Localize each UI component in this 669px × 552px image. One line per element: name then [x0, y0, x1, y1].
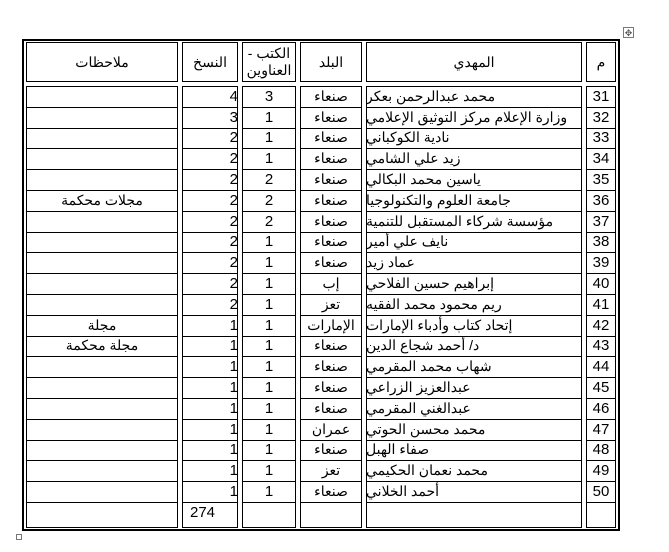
cell-country: الإمارات — [307, 316, 355, 333]
cell-country: صنعاء — [314, 254, 348, 271]
cell-notes: مجلات محكمة — [61, 191, 143, 208]
cell-country: تعز — [321, 462, 341, 479]
cell-copies: 1 — [229, 399, 238, 417]
cell-donor: زيد علي الشامي — [366, 150, 461, 167]
row-divider — [366, 502, 582, 503]
cell-copies: 1 — [229, 337, 238, 355]
cell-donor: إبراهيم حسين الفلاحي — [366, 275, 495, 292]
cell-titles: 1 — [264, 233, 274, 251]
cell-notes — [26, 273, 178, 294]
cell-notes — [26, 294, 178, 315]
cell-country: صنعاء — [314, 108, 348, 125]
cell-no: 35 — [592, 171, 610, 189]
cell-no: 45 — [592, 379, 610, 397]
cell-copies: 2 — [229, 275, 238, 293]
cell-copies: 2 — [229, 129, 238, 147]
cell-notes — [26, 86, 178, 107]
cell-no: 37 — [592, 212, 610, 230]
cell-no: 36 — [592, 191, 610, 209]
cell-no: 43 — [592, 337, 610, 355]
cell-copies: 2 — [229, 295, 238, 313]
cell-copies: 2 — [229, 233, 238, 251]
cell-country: صنعاء — [314, 379, 348, 396]
cell-titles: 1 — [264, 295, 274, 313]
cell-titles: 1 — [264, 254, 274, 272]
table-resize-handle[interactable] — [16, 534, 22, 540]
cell-donor: نايف علي أمير — [366, 233, 449, 250]
cell-donor: شهاب محمد المقرمي — [366, 358, 492, 375]
cell-copies: 1 — [229, 358, 238, 376]
cell-notes — [26, 481, 178, 502]
header-no: م — [596, 53, 606, 70]
cell-notes — [26, 128, 178, 149]
header-notes: ملاحظات — [75, 53, 129, 70]
cell-country: صنعاء — [314, 483, 348, 500]
cell-no: 49 — [592, 462, 610, 480]
header-titles: الكتب - العناوين — [246, 45, 292, 78]
cell-titles: 1 — [264, 275, 274, 293]
cell-copies: 1 — [229, 420, 238, 438]
cell-donor: محمد نعمان الحكيمي — [366, 462, 488, 479]
cell-country: صنعاء — [314, 87, 348, 104]
cell-country: صنعاء — [314, 441, 348, 458]
total-copies: 274 — [190, 503, 216, 521]
cell-titles: 1 — [264, 316, 274, 334]
cell-notes: مجلة — [87, 316, 117, 333]
cell-notes — [26, 398, 178, 419]
cell-donor: عبدالغني المقرمي — [366, 399, 471, 416]
cell-no: 33 — [592, 129, 610, 147]
cell-no: 41 — [592, 295, 610, 313]
cell-notes — [26, 211, 178, 232]
cell-no: 48 — [592, 441, 610, 459]
cell-notes — [26, 252, 178, 273]
cell-copies: 1 — [229, 316, 238, 334]
cell-no: 34 — [592, 150, 610, 168]
cell-donor: جامعة العلوم والتكنولوجيا — [366, 191, 511, 208]
cell-country: صنعاء — [314, 150, 348, 167]
cell-titles: 2 — [264, 191, 274, 209]
cell-no: 31 — [592, 87, 610, 105]
cell-country: صنعاء — [314, 337, 348, 354]
cell-donor: صفاء الهبل — [366, 441, 430, 458]
cell-country: صنعاء — [314, 171, 348, 188]
cell-titles: 1 — [264, 399, 274, 417]
cell-titles: 1 — [264, 379, 274, 397]
cell-titles: 1 — [264, 337, 274, 355]
cell-no: 32 — [592, 108, 610, 126]
cell-donor: عبدالعزيز الزراعي — [366, 379, 471, 396]
cell-notes — [26, 356, 178, 377]
cell-notes — [26, 232, 178, 253]
cell-copies: 1 — [229, 483, 238, 501]
cell-country: صنعاء — [314, 129, 348, 146]
cell-no: 39 — [592, 254, 610, 272]
cell-titles: 1 — [264, 462, 274, 480]
cell-no: 46 — [592, 399, 610, 417]
header-copies: النسخ — [193, 53, 227, 70]
cell-notes: مجلة محكمة — [65, 337, 139, 354]
row-divider — [242, 502, 296, 503]
cell-donor: نادية الكوكباني — [366, 129, 450, 146]
cell-copies: 2 — [229, 254, 238, 272]
cell-copies: 2 — [229, 171, 238, 189]
cell-donor: محمد محسن الحوتي — [366, 420, 486, 437]
cell-donor: ريم محمود محمد الفقيه — [366, 295, 502, 312]
cell-donor: مؤسسة شركاء المستقبل للتنمية — [366, 212, 554, 229]
cell-copies: 1 — [229, 379, 238, 397]
cell-copies: 1 — [229, 462, 238, 480]
header-country: البلد — [318, 53, 344, 70]
cell-titles: 1 — [264, 420, 274, 438]
cell-titles: 1 — [264, 441, 274, 459]
cell-notes — [26, 148, 178, 169]
cell-country: عمران — [311, 420, 351, 437]
cell-titles: 1 — [264, 358, 274, 376]
row-divider — [26, 502, 178, 503]
cell-titles: 2 — [264, 212, 274, 230]
cell-notes — [26, 440, 178, 461]
cell-notes — [26, 419, 178, 440]
cell-notes — [26, 460, 178, 481]
cell-titles: 2 — [264, 171, 274, 189]
cell-country: صنعاء — [314, 358, 348, 375]
cell-country: صنعاء — [314, 191, 348, 208]
cell-no: 44 — [592, 358, 610, 376]
cell-country: إب — [322, 275, 340, 292]
cell-no: 47 — [592, 420, 610, 438]
cell-country: تعز — [321, 295, 341, 312]
cell-titles: 1 — [264, 129, 274, 147]
cell-donor: محمد عبدالرحمن بعكر — [366, 87, 496, 104]
cell-country: صنعاء — [314, 399, 348, 416]
cell-notes — [26, 169, 178, 190]
cell-no: 50 — [592, 483, 610, 501]
table-move-handle-icon[interactable]: ✥ — [624, 28, 633, 38]
cell-copies: 4 — [229, 87, 238, 105]
cell-donor: وزارة الإعلام مركز التوثيق الإعلامي — [366, 108, 568, 125]
cell-country: صنعاء — [314, 233, 348, 250]
cell-no: 40 — [592, 275, 610, 293]
cell-copies: 2 — [229, 150, 238, 168]
cell-titles: 1 — [264, 483, 274, 501]
header-donor: المهدي — [453, 53, 495, 70]
cell-donor: أحمد الخلاني — [366, 483, 439, 500]
row-divider — [300, 502, 362, 503]
cell-copies: 2 — [229, 191, 238, 209]
cell-donor: عماد زيد — [366, 254, 415, 271]
cell-country: صنعاء — [314, 212, 348, 229]
cell-titles: 1 — [264, 108, 274, 126]
cell-no: 42 — [592, 316, 610, 334]
cell-copies: 1 — [229, 441, 238, 459]
cell-titles: 1 — [264, 150, 274, 168]
cell-donor: ياسين محمد البكالي — [366, 171, 481, 188]
cell-notes — [26, 107, 178, 128]
cell-notes — [26, 377, 178, 398]
row-divider — [586, 502, 616, 503]
cell-copies: 3 — [229, 108, 238, 126]
cell-no: 38 — [592, 233, 610, 251]
cell-copies: 2 — [229, 212, 238, 230]
cell-donor: د/ أحمد شجاع الدين — [366, 337, 480, 354]
cell-donor: إتحاد كتاب وأدباء الإمارات — [366, 316, 513, 333]
cell-titles: 3 — [264, 87, 274, 105]
